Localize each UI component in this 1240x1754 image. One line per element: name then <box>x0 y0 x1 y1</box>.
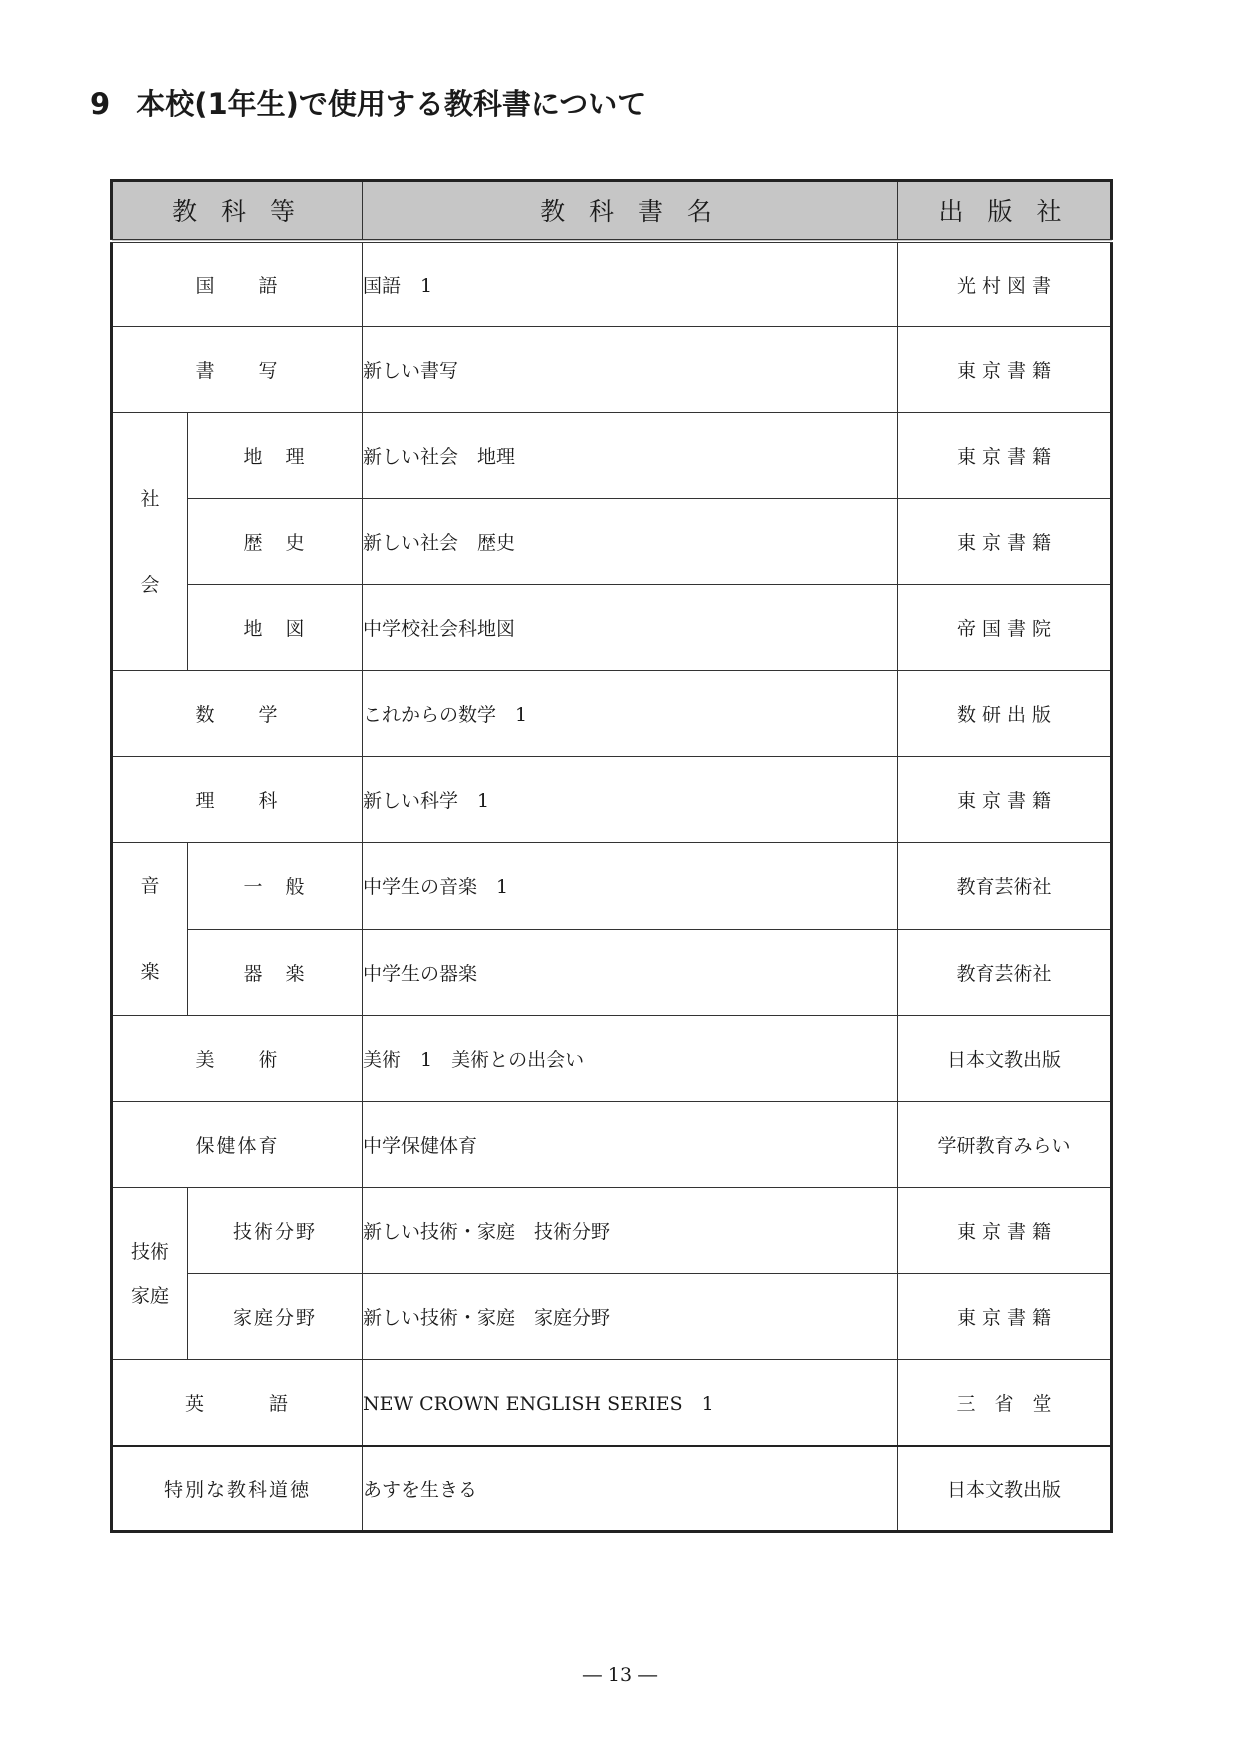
subject-cell: 一 般 <box>188 843 363 930</box>
group-label: 楽 <box>140 961 160 983</box>
book-cell: 新しい社会 歴史 <box>363 499 898 585</box>
table-row <box>112 671 1112 757</box>
table-header-row <box>112 181 1112 241</box>
book-cell: 中学生の器楽 <box>363 929 898 1016</box>
subject-cell: 保健体育 <box>112 1102 363 1188</box>
book-cell: 中学生の音楽 1 <box>363 843 898 930</box>
group-label: 技術 <box>130 1240 169 1263</box>
publisher-cell: 東 京 書 籍 <box>898 757 1112 843</box>
publisher-cell: 東 京 書 籍 <box>898 413 1112 499</box>
table-row <box>112 413 1112 499</box>
subject-cell: 地 図 <box>188 585 363 671</box>
table-row <box>112 1274 1112 1360</box>
publisher-cell: 日本文教出版 <box>898 1446 1112 1532</box>
book-cell: これからの数学 1 <box>363 671 898 757</box>
publisher-cell: 学研教育みらい <box>898 1102 1112 1188</box>
publisher-cell: 東 京 書 籍 <box>898 327 1112 413</box>
group-label: 音 <box>140 875 160 897</box>
subject-cell: 英 語 <box>112 1360 363 1446</box>
subject-cell: 技術分野 <box>188 1188 363 1274</box>
publisher-cell: 帝 国 書 院 <box>898 585 1112 671</box>
book-cell: 新しい技術・家庭 家庭分野 <box>363 1274 898 1360</box>
publisher-cell: 東 京 書 籍 <box>898 1274 1112 1360</box>
book-cell: 中学保健体育 <box>363 1102 898 1188</box>
table-row <box>112 327 1112 413</box>
group-cell-gika <box>112 1188 188 1360</box>
subject-cell: 器 楽 <box>188 929 363 1016</box>
table-row <box>112 843 1112 930</box>
book-cell: 国語 1 <box>363 241 898 327</box>
book-cell: 新しい技術・家庭 技術分野 <box>363 1188 898 1274</box>
publisher-cell: 数 研 出 版 <box>898 671 1112 757</box>
subject-cell: 国 語 <box>112 241 363 327</box>
page-title <box>90 82 646 123</box>
subject-cell: 家庭分野 <box>188 1274 363 1360</box>
subject-cell: 書 写 <box>112 327 363 413</box>
book-cell: 美術 1 美術との出会い <box>363 1016 898 1102</box>
table-row <box>112 1016 1112 1102</box>
table-row <box>112 757 1112 843</box>
book-cell: 新しい社会 地理 <box>363 413 898 499</box>
table-row <box>112 1360 1112 1446</box>
subject-cell: 理 科 <box>112 757 363 843</box>
section-number: 9 <box>90 87 111 121</box>
table-row <box>112 1446 1112 1532</box>
book-cell: あすを生きる <box>363 1446 898 1532</box>
section-title: 本校(1年生)で使用する教科書について <box>136 87 647 121</box>
header-subject: 教 科 等 <box>112 181 363 241</box>
header-book: 教 科 書 名 <box>363 181 898 241</box>
subject-cell: 地 理 <box>188 413 363 499</box>
publisher-cell: 日本文教出版 <box>898 1016 1112 1102</box>
book-cell: 新しい科学 1 <box>363 757 898 843</box>
group-label: 社 <box>140 487 160 510</box>
publisher-cell: 三 省 堂 <box>898 1360 1112 1446</box>
publisher-cell: 教育芸術社 <box>898 843 1112 930</box>
table-row <box>112 1102 1112 1188</box>
publisher-cell: 東 京 書 籍 <box>898 499 1112 585</box>
book-cell: 中学校社会科地図 <box>363 585 898 671</box>
table-row <box>112 499 1112 585</box>
group-cell-shakai <box>112 413 188 671</box>
subject-cell: 美 術 <box>112 1016 363 1102</box>
subject-cell: 特別な教科道徳 <box>112 1446 363 1532</box>
group-cell-ongaku <box>112 843 188 1016</box>
subject-cell: 歴 史 <box>188 499 363 585</box>
group-label: 家庭 <box>130 1284 169 1307</box>
table-row <box>112 1188 1112 1274</box>
book-cell: 新しい書写 <box>363 327 898 413</box>
textbook-table <box>110 179 1113 1533</box>
table-row <box>112 241 1112 327</box>
subject-cell: 数 学 <box>112 671 363 757</box>
table-row <box>112 929 1112 1016</box>
publisher-cell: 東 京 書 籍 <box>898 1188 1112 1274</box>
publisher-cell: 教育芸術社 <box>898 929 1112 1016</box>
book-cell: NEW CROWN ENGLISH SERIES 1 <box>363 1360 898 1446</box>
header-publisher: 出 版 社 <box>898 181 1112 241</box>
group-label: 会 <box>140 573 160 596</box>
table-row <box>112 585 1112 671</box>
page-number: ― 13 ― <box>582 1664 658 1686</box>
publisher-cell: 光 村 図 書 <box>898 241 1112 327</box>
